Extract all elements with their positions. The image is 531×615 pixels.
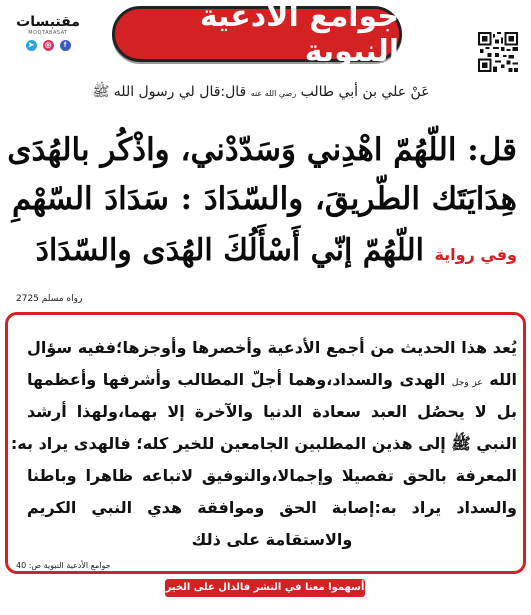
book-source: جوامع الأدعية النبوية ص: 40 [16, 561, 111, 570]
explanation-line-4: النبي ﷺ إلى هذين المطلبين الجامعين للخير كله؛ فالهدى يراد به: [10, 434, 517, 453]
footer-banner: أسهموا معنا في النشر فالدال على الخير كفاعله [165, 579, 365, 597]
dua-line-2: هِدَايَتَك الطّريقَ، والسّدَادَ : سَدَادَ السّهْمِ [12, 181, 517, 217]
header [0, 0, 531, 70]
hadith-source: رواه مسلم 2725 [16, 294, 83, 304]
facebook-icon: f [60, 40, 71, 51]
dua-line-1: قل: اللّهُمّ اهْدِني وَسَدّدْني، واذْكُر بالهُدَى [7, 132, 517, 168]
brand-tagline: MOQTABASAT [28, 30, 68, 36]
brand-logo [12, 14, 84, 64]
explanation-line-2-a: الله [489, 370, 517, 389]
explanation-line-1: يُعد هذا الحديث من أجمع الأدعية وأخصرها وأوجزها؛ففيه سؤال [27, 338, 517, 357]
explanation-line-6: والسداد يراد به:إصابة الحق وموافقة هدي النبي الكريم [27, 498, 517, 517]
dua-line-3 [12, 228, 517, 278]
telegram-icon: ➤ [26, 40, 37, 51]
social-icons [12, 40, 84, 51]
explanation-line-2-b: الهدى والسداد،وهما أجلّ المطالب وأشرفها وأعظمها [27, 370, 446, 389]
explanation-line-5: المعرفة بالحق تفصيلا وإجمالا،والتوفيق لاتباعه ظاهرا وباطنا [27, 466, 517, 485]
explanation-line-2 [27, 366, 517, 397]
instagram-icon: ◎ [43, 40, 54, 51]
riwaya-label: وفي رواية [434, 245, 517, 264]
narrator-name: عَنْ علي بن أبي طالب [300, 84, 430, 100]
explanation-line-2-honorific: عز وجل [451, 378, 483, 388]
page-title: جوامع الأدعية النبوية [199, 0, 399, 69]
qr-code [478, 32, 518, 72]
title-banner [112, 0, 402, 69]
explanation-line-7: والاستقامة على ذلك [191, 530, 353, 549]
narrator-honorific: رضي الله عنه [250, 89, 297, 98]
narrator-line [51, 80, 471, 104]
explanation-line-3: بل لا يحصُل العبد سعادة الدنيا والآخرة إلا بهما،ولهذا أرشد [27, 402, 517, 421]
dua-line-3-text: اللّهُمّ إنّي أَسْأَلُكَ الهُدَى والسّدَادَ [35, 233, 425, 268]
narrator-quote-intro: قال:قال لي رسول الله ﷺ [92, 84, 247, 100]
brand-name: مقتبسات [16, 14, 80, 30]
